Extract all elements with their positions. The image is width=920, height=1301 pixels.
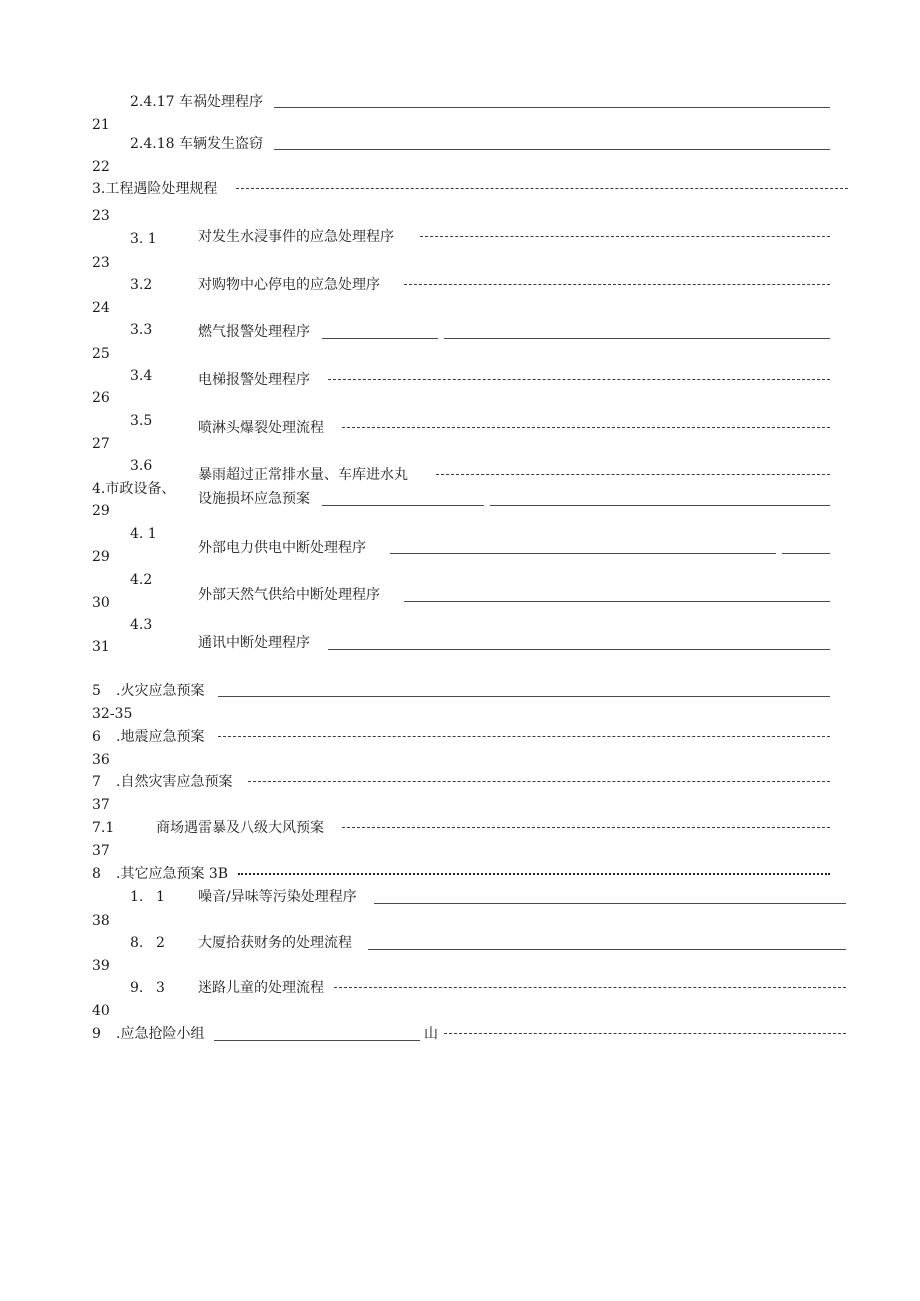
dotted-leader [782, 553, 830, 554]
toc-entry-3-1-page: 23 [92, 255, 110, 271]
dotted-leader [342, 427, 830, 428]
toc-entry-8-1-number-a: 1. [130, 889, 144, 905]
toc-entry-4-1-page: 29 [92, 549, 110, 565]
dotted-leader [322, 505, 484, 506]
toc-entry-4-3-title[interactable]: 通讯中断处理程序 [198, 635, 310, 651]
toc-entry-3-1-title[interactable]: 对发生水浸事件的应急处理程序 [198, 229, 394, 245]
toc-section-5-page: 32-35 [92, 706, 133, 722]
toc-section-3-page: 23 [92, 208, 110, 224]
dotted-leader [218, 736, 830, 737]
dotted-leader [420, 236, 830, 237]
toc-entry-8-2-page: 39 [92, 958, 110, 974]
dotted-leader [404, 601, 830, 602]
toc-section-8-number: 8 [92, 866, 101, 882]
toc-section-9-mark: 山 [424, 1026, 438, 1042]
toc-entry-2-4-17-label[interactable]: 2.4.17 车祸处理程序 [130, 94, 263, 110]
toc-entry-3-4-title[interactable]: 电梯报警处理程序 [198, 372, 310, 388]
toc-entry-4-2-title[interactable]: 外部天然气供给中断处理程序 [198, 587, 380, 603]
toc-section-4-page: 29 [92, 503, 110, 519]
toc-entry-4-2-number: 4.2 [130, 572, 153, 588]
toc-entry-4-1-number: 4. 1 [130, 526, 157, 542]
dotted-leader [322, 338, 438, 339]
toc-entry-3-1-number: 3. 1 [130, 231, 157, 247]
toc-section-5-number: 5 [92, 683, 101, 699]
toc-section-9-title[interactable]: .应急抢险小组 [116, 1026, 205, 1042]
toc-entry-8-2-title[interactable]: 大厦拾获财务的处理流程 [198, 935, 352, 951]
toc-entry-3-2-title[interactable]: 对购物中心停电的应急处理序 [198, 277, 380, 293]
dotted-leader [490, 505, 830, 506]
toc-entry-8-3-page: 40 [92, 1003, 110, 1019]
toc-section-7-page: 37 [92, 797, 110, 813]
toc-section-9-number: 9 [92, 1026, 101, 1042]
toc-entry-8-3-number-b: 3 [156, 980, 165, 996]
toc-section-4-label[interactable]: 4.市政设备、 [92, 481, 176, 497]
dotted-leader [444, 1033, 846, 1034]
toc-section-7-number: 7 [92, 774, 101, 790]
toc-entry-2-4-18-label[interactable]: 2.4.18 车辆发生盗窃 [130, 136, 263, 152]
toc-entry-4-3-number: 4.3 [130, 617, 153, 633]
dotted-leader [390, 553, 776, 554]
toc-entry-7-1-title[interactable]: 商场遇雷暴及八级大风预案 [156, 820, 324, 836]
dotted-leader [342, 827, 830, 828]
dotted-leader [214, 1040, 420, 1041]
dotted-leader [274, 107, 830, 108]
toc-entry-3-5-title[interactable]: 喷淋头爆裂处理流程 [198, 420, 324, 436]
toc-section-7-title[interactable]: .自然灾害应急预案 [116, 774, 233, 790]
toc-section-6-page: 36 [92, 752, 110, 768]
toc-entry-3-5-number: 3.5 [130, 413, 153, 429]
dotted-leader [436, 474, 830, 475]
toc-entry-3-2-page: 24 [92, 300, 110, 316]
dotted-leader [334, 987, 846, 988]
toc-entry-3-4-page: 26 [92, 390, 110, 406]
toc-entry-8-2-number-b: 2 [156, 935, 165, 951]
toc-entry-3-3-page: 25 [92, 346, 110, 362]
dotted-leader [248, 781, 830, 782]
toc-entry-3-3-number: 3.3 [130, 322, 153, 338]
toc-entry-3-2-number: 3.2 [130, 277, 153, 293]
toc-entry-3-6-title-line1[interactable]: 暴雨超过正常排水量、车库进水丸 [198, 467, 408, 483]
dotted-leader [374, 903, 846, 904]
toc-entry-8-1-number-b: 1 [156, 889, 165, 905]
toc-entry-8-1-title[interactable]: 噪音/异味等污染处理程序 [198, 889, 357, 905]
toc-entry-3-6-number: 3.6 [130, 458, 153, 474]
toc-entry-3-3-title[interactable]: 燃气报警处理程序 [198, 324, 310, 340]
toc-entry-4-2-page: 30 [92, 595, 110, 611]
toc-entry-8-3-title[interactable]: 迷路儿童的处理流程 [198, 980, 324, 996]
dotted-leader [328, 379, 830, 380]
dotted-leader [236, 188, 848, 189]
toc-section-6-title[interactable]: .地震应急预案 [116, 729, 205, 745]
dotted-leader [238, 873, 830, 875]
toc-section-5-title[interactable]: .火灾应急预案 [116, 683, 205, 699]
toc-entry-3-4-number: 3.4 [130, 368, 153, 384]
toc-entry-7-1-page: 37 [92, 843, 110, 859]
toc-entry-2-4-18-page: 22 [92, 159, 110, 175]
toc-entry-3-6-title-line2[interactable]: 设施损坏应急预案 [198, 491, 310, 507]
toc-entry-4-1-title[interactable]: 外部电力供电中断处理程序 [198, 540, 366, 556]
toc-entry-2-4-17-page: 21 [92, 117, 110, 133]
dotted-leader [444, 338, 830, 339]
dotted-leader [274, 149, 830, 150]
toc-section-3-label[interactable]: 3.工程遇险处理规程 [92, 181, 218, 197]
toc-entry-4-3-page: 31 [92, 639, 110, 655]
toc-entry-8-1-page: 38 [92, 913, 110, 929]
dotted-leader [328, 649, 830, 650]
toc-entry-8-2-number-a: 8. [130, 935, 144, 951]
dotted-leader [404, 284, 830, 285]
toc-section-6-number: 6 [92, 729, 101, 745]
dotted-leader [218, 696, 830, 697]
dotted-leader [368, 949, 846, 950]
toc-entry-8-3-number-a: 9. [130, 980, 144, 996]
toc-entry-3-5-page: 27 [92, 436, 110, 452]
toc-entry-7-1-number: 7.1 [92, 820, 115, 836]
toc-section-8-title[interactable]: .其它应急预案 3B [116, 866, 229, 882]
